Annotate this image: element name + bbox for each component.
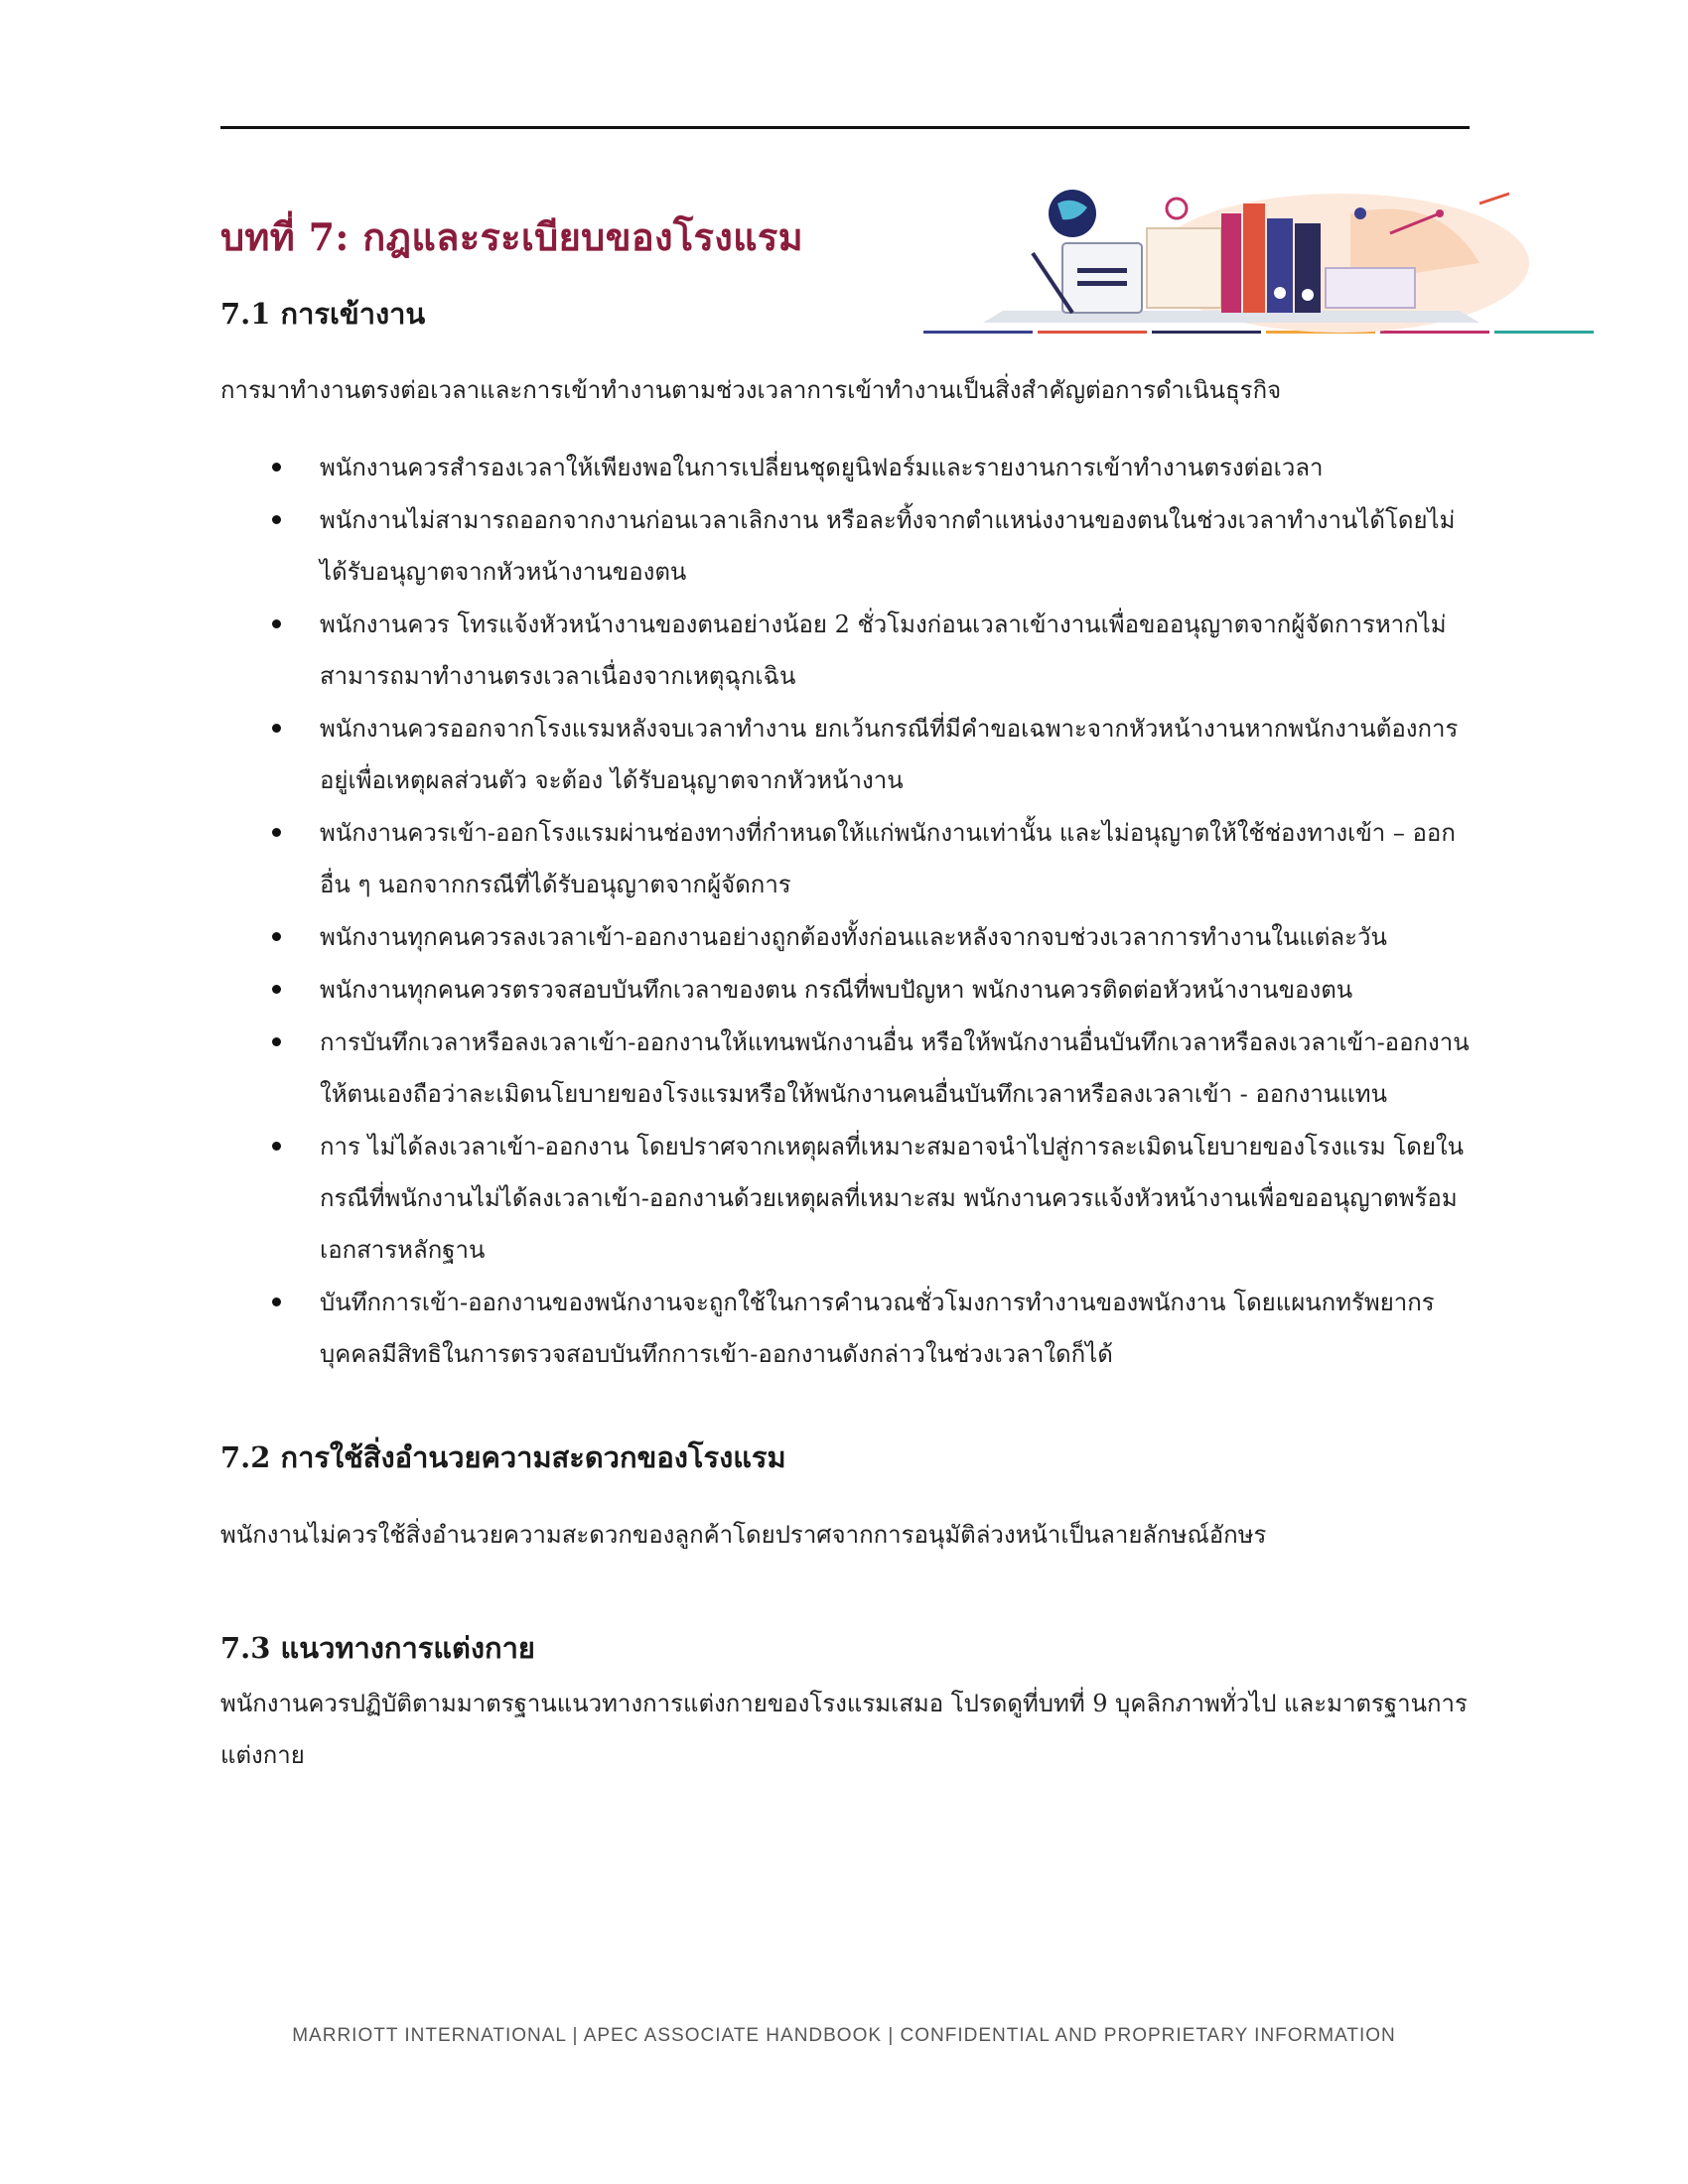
section-7-2-body: พนักงานไม่ควรใช้สิ่งอำนวยความสะดวกของลูกค้าโดยปราศจากการอนุมัติล่วงหน้าเป็นลายลักษณ์อักษร xyxy=(220,1521,1267,1549)
bullet-icon xyxy=(272,1037,281,1046)
header-rule xyxy=(220,126,1470,129)
list-item: พนักงานทุกคนควรลงเวลาเข้า-ออกงานอย่างถูกต้องทั้งก่อนและหลังจากจบช่วงเวลาการทำงานในแต่ละวัน xyxy=(220,911,1472,963)
bullet-icon xyxy=(272,932,281,941)
bullet-icon xyxy=(272,1297,281,1306)
section-heading-7-1: 7.1 การเข้างาน xyxy=(220,297,426,331)
list-item: พนักงานทุกคนควรตรวจสอบบันทึกเวลาของตน กรณีที่พบปัญหา พนักงานควรติดต่อหัวหน้างานของตน xyxy=(220,964,1472,1016)
page-footer: MARRIOTT INTERNATIONAL | APEC ASSOCIATE HANDBOOK | CONFIDENTIAL AND PROPRIETARY INFORMATION xyxy=(292,2025,1396,2046)
list-item: พนักงานควรสำรองเวลาให้เพียงพอในการเปลี่ยนชุดยูนิฟอร์มและรายงานการเข้าทำงานตรงต่อเวลา xyxy=(220,442,1472,493)
list-item: บันทึกการเข้า-ออกงานของพนักงานจะถูกใช้ในการคำนวณชั่วโมงการทำงานของพนักงาน โดยแผนกทรัพยากรบุคคลมีสิทธิในการตรวจสอบบันทึกการเข้า-ออกงานดังกล่าวในช่วงเวลาใดก็ได้ xyxy=(220,1277,1472,1380)
section-7-3-body: พนักงานควรปฏิบัติตามมาตรฐานแนวทางการแต่งกายของโรงแรมเสมอ โปรดดูที่บทที่ 9 บุคลิกภาพทั่วไป และมาตรฐานการแต่งกาย xyxy=(220,1690,1468,1769)
bullet-icon xyxy=(272,463,281,472)
list-item: พนักงานควร โทรแจ้งหัวหน้างานของตนอย่างน้อย 2 ชั่วโมงก่อนเวลาเข้างานเพื่อขออนุญาตจากผู้จัดการหากไม่สามารถมาทำงานตรงเวลาเนื่องจากเหตุฉุกเฉิน xyxy=(220,599,1472,702)
list-item: การ ไม่ได้ลงเวลาเข้า-ออกงาน โดยปราศจากเหตุผลที่เหมาะสมอาจนำไปสู่การละเมิดนโยบายของโรงแรม โดยในกรณีที่พนักงานไม่ได้ลงเวลาเข้า-ออกงานด้วยเหตุผลที่เหมาะสม พนักงานควรแจ้งหัวหน้างานเพื่อขออนุญาตพร้อมเอกสารหลักฐาน xyxy=(220,1121,1472,1276)
bullet-icon xyxy=(272,828,281,837)
bullet-icon xyxy=(272,619,281,628)
desk-books-clipboard-illustration xyxy=(923,174,1599,342)
bullet-icon xyxy=(272,724,281,733)
list-item: พนักงานควรออกจากโรงแรมหลังจบเวลาทำงาน ยกเว้นกรณีที่มีคำขอเฉพาะจากหัวหน้างานหากพนักงานต้องการอยู่เพื่อเหตุผลส่วนตัว จะต้อง ได้รับอนุญาตจากหัวหน้างาน xyxy=(220,703,1472,806)
chapter-title: บทที่ 7: กฎและระเบียบของโรงแรม xyxy=(220,214,803,259)
section-heading-7-2: 7.2 การใช้สิ่งอำนวยความสะดวกของโรงแรม xyxy=(220,1440,786,1474)
bullet-icon xyxy=(272,985,281,994)
attendance-rules-list xyxy=(220,442,1472,1381)
bullet-icon xyxy=(272,515,281,524)
section-7-1-intro: การมาทำงานตรงต่อเวลาและการเข้าทำงานตามช่วงเวลาการเข้าทำงานเป็นสิ่งสำคัญต่อการดำเนินธุรกิจ xyxy=(220,376,1282,404)
list-item: พนักงานไม่สามารถออกจากงานก่อนเวลาเลิกงาน หรือละทิ้งจากตำแหน่งงานของตนในช่วงเวลาทำงานได้โดยไม่ได้รับอนุญาตจากหัวหน้างานของตน xyxy=(220,494,1472,598)
list-item: การบันทึกเวลาหรือลงเวลาเข้า-ออกงานให้แทนพนักงานอื่น หรือให้พนักงานอื่นบันทึกเวลาหรือลงเวลาเข้า-ออกงานให้ตนเองถือว่าละเมิดนโยบายของโรงแรมหรือให้พนักงานคนอื่นบันทึกเวลาหรือลงเวลาเข้า - ออกงานแทน xyxy=(220,1017,1472,1120)
bullet-icon xyxy=(272,1142,281,1151)
section-heading-7-3: 7.3 แนวทางการแต่งกาย xyxy=(220,1631,535,1665)
list-item: พนักงานควรเข้า-ออกโรงแรมผ่านช่องทางที่กำหนดให้แก่พนักงานเท่านั้น และไม่อนุญาตให้ใช้ช่องทางเข้า – ออก อื่น ๆ นอกจากกรณีที่ได้รับอนุญาตจากผู้จัดการ xyxy=(220,807,1472,910)
